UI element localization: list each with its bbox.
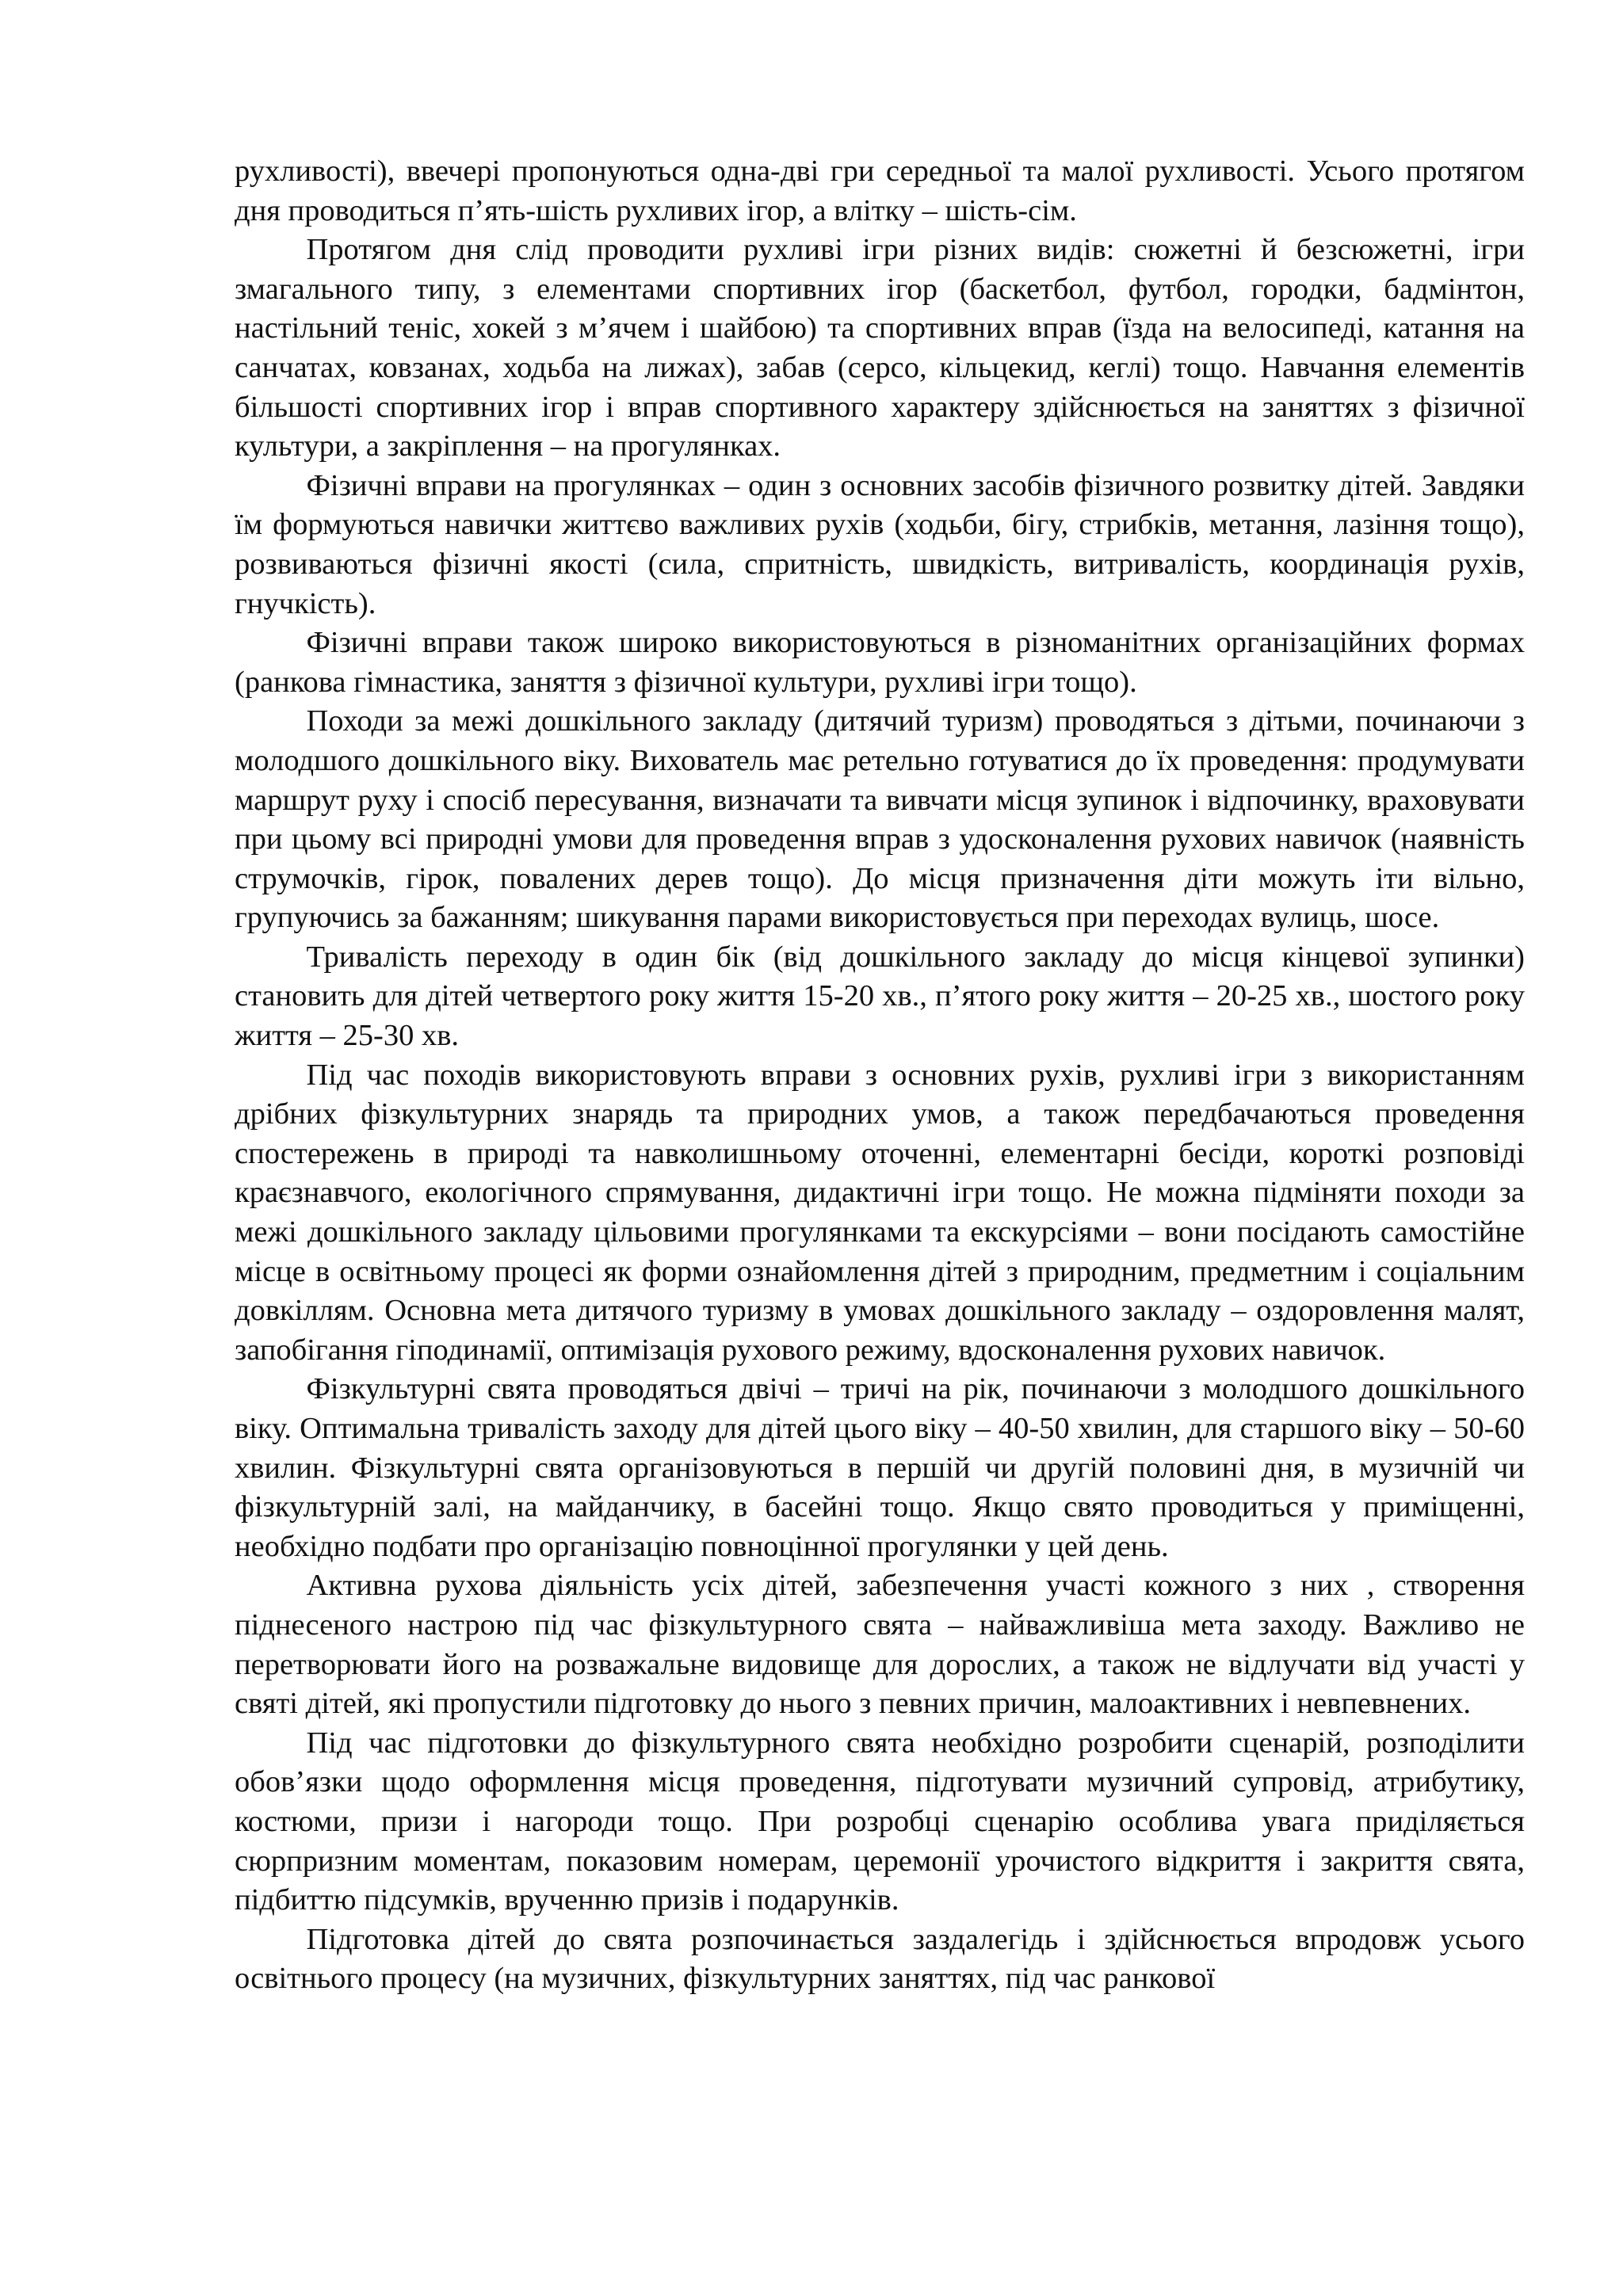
- paragraph-physical-exercises-walks: Фізичні вправи на прогулянках – один з основних засобів фізичного розвитку дітей. Завдяки їм формуються навички життєво важливих рухів (ходьби, бігу, стрибків, метання, лазіння тощо), розвиваються фізичні якості (сила, спритність, швидкість, витривалість, координація рухів, гнучкість).: [235, 468, 1525, 620]
- paragraph-hike-activities: Під час походів використовують вправи з основних рухів, рухливі ігри з використанням дрібних фізкультурних знарядь та природних умов, а також передбачаються проведення спостережень в природі та навколишньому оточенні, елементарні бесіди, короткі розповіді краєзнавчого, екологічного спрямування, дидактичні ігри тощо. Не можна підміняти походи за межі дошкільного закладу цільовими прогулянками та екскурсіями – вони посідають самостійне місце в освітньому процесі як форми ознайомлення дітей з природним, предметним і соціальним довкіллям. Основна мета дитячого туризму в умовах дошкільного закладу – оздоровлення малят, запобігання гіподинамії, оптимізація рухового режиму, вдосконалення рухових навичок.: [235, 1058, 1525, 1367]
- paragraph-physical-exercises-forms: Фізичні вправи також широко використовуються в різноманітних організаційних формах (ранкова гімнастика, заняття з фізичної культури, рухливі ігри тощо).: [235, 626, 1525, 699]
- paragraph-hike-duration: Тривалість переходу в один бік (від дошкільного закладу до місця кінцевої зупинки) становить для дітей четвертого року життя 15-20 хв., п’ятого року життя – 20-25 хв., шостого року життя – 25-30 хв.: [235, 940, 1525, 1053]
- paragraph-game-types: Протягом дня слід проводити рухливі ігри різних видів: сюжетні й безсюжетні, ігри змагального типу, з елементами спортивних ігор (баскетбол, футбол, городки, бадмінтон, настільний теніс, хокей з м’ячем і шайбою) та спортивних вправ (їзда на велосипеді, катання на санчатах, ковзанах, ходьба на лижах), забав (серсо, кільцекид, кеглі) тощо. Навчання елементів більшості спортивних ігор і вправ спортивного характеру здійснюється на заняттях з фізичної культури, а закріплення – на прогулянках.: [235, 233, 1525, 463]
- paragraph-children-preparation: Підготовка дітей до свята розпочинається заздалегідь і здійснюється впродовж усього освітнього процесу (на музичних, фізкультурних заняттях, під час ранкової: [235, 1922, 1525, 1996]
- paragraph-hikes: Походи за межі дошкільного закладу (дитячий туризм) проводяться з дітьми, починаючи з молодшого дошкільного віку. Вихователь має ретельно готуватися до їх проведення: продумувати маршрут руху і спосіб пересування, визначати та вивчати місця зупинок і відпочинку, враховувати при цьому всі природні умови для проведення вправ з удосконалення рухових навичок (наявність струмочків, гірок, повалених дерев тощо). До місця призначення діти можуть іти вільно, групуючись за бажанням; шикування парами використовується при переходах вулиць, шосе.: [235, 704, 1525, 935]
- paragraph-festival-preparation: Під час підготовки до фізкультурного свята необхідно розробити сценарій, розподілити обов’язки щодо оформлення місця проведення, підготувати музичний супровід, атрибутику, костюми, призи і нагороди тощо. При розробці сценарію особлива увага приділяється сюрпризним моментам, показовим номерам, церемонії урочистого відкриття і закриття свята, підбиттю підсумків, врученню призів і подарунків.: [235, 1726, 1525, 1917]
- paragraph-festival-goal: Активна рухова діяльність усіх дітей, забезпечення участі кожного з них , створення піднесеного настрою під час фізкультурного свята – найважливіша мета заходу. Важливо не перетворювати його на розважальне видовище для дорослих, а також не відлучати від участі у святі дітей, які пропустили підготовку до нього з певних причин, малоактивних і невпевнених.: [235, 1569, 1525, 1721]
- paragraph-sports-festivals: Фізкультурні свята проводяться двічі – тричі на рік, починаючи з молодшого дошкільного віку. Оптимальна тривалість заходу для дітей цього віку – 40-50 хвилин, для старшого віку – 50-60 хвилин. Фізкультурні свята організовуються в першій чи другій половині дня, в музичній чи фізкультурній залі, на майданчику, в басейні тощо. Якщо свято проводиться у приміщенні, необхідно подбати про організацію повноцінної прогулянки у цей день.: [235, 1372, 1525, 1563]
- document-page: [235, 152, 1525, 1999]
- paragraph-continuation: рухливості), ввечері пропонуються одна-дві гри середньої та малої рухливості. Усього протягом дня проводиться п’ять-шість рухливих ігор, а влітку – шість-сім.: [235, 154, 1525, 227]
